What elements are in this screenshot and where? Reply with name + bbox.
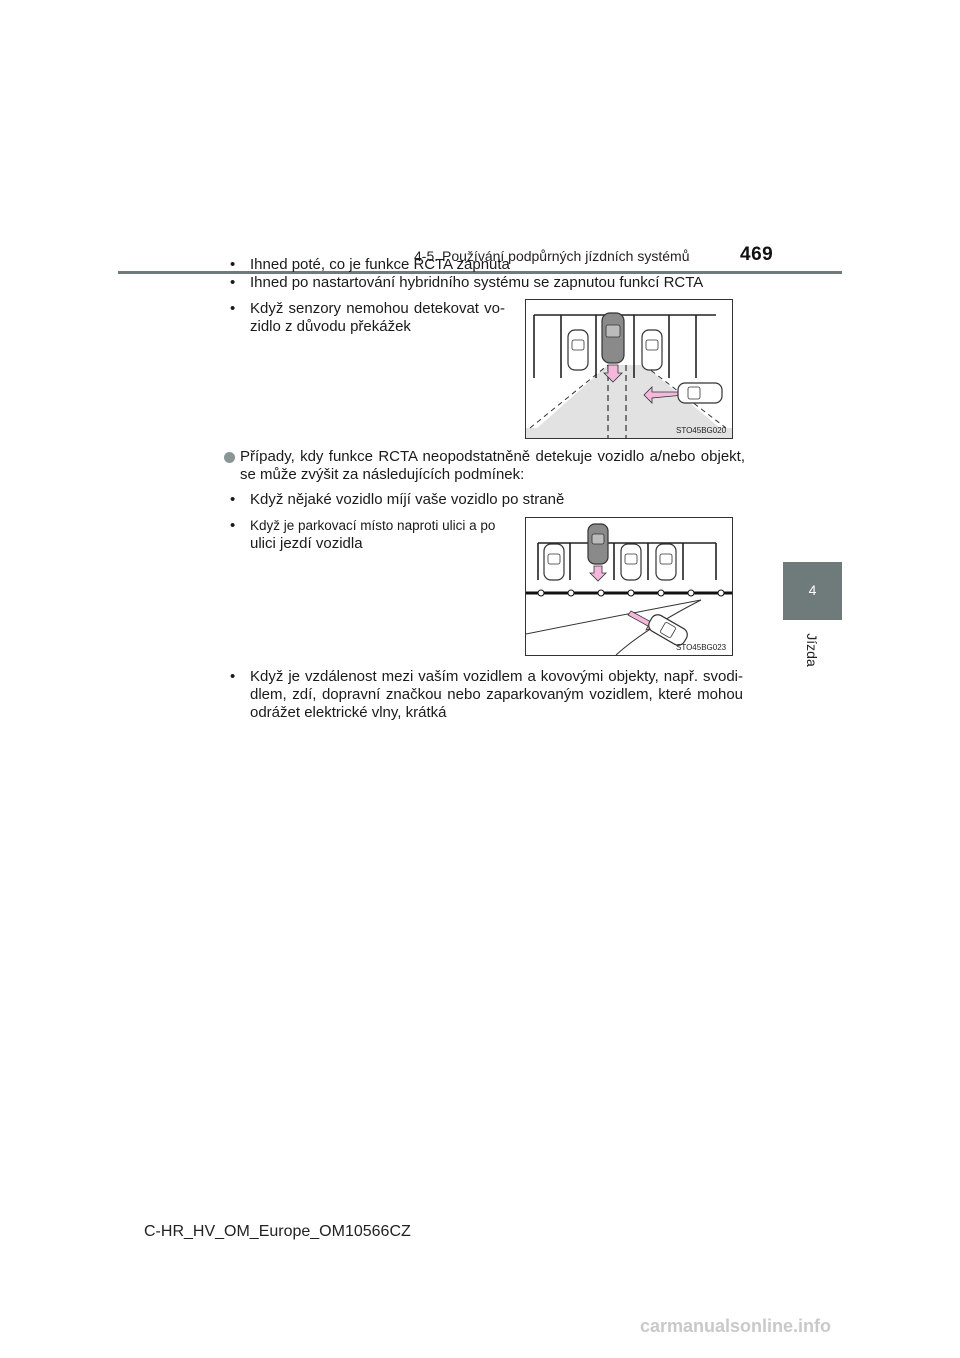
figure-sensor-obstruction [525, 299, 733, 439]
bullet-distance-line3: odrážet elektrické vlny, krátká [250, 704, 447, 721]
document-id: C-HR_HV_OM_Europe_OM10566CZ [144, 1223, 411, 1240]
bullet-vehicle-passing: Když nějaké vozidlo míjí vaše vozidlo po straně [250, 491, 565, 508]
bullet-sensors-line2: zidlo z důvodu překážek [250, 318, 411, 335]
bullet-after-hybrid-start: Ihned po nastartování hybridního systému se zapnutou funkcí RCTA [250, 274, 704, 291]
page-number: 469 [740, 244, 774, 265]
bullet-marker: • [230, 256, 236, 273]
figure-code: STO45BG020 [676, 426, 727, 435]
figure-code: STO45BG023 [676, 643, 727, 652]
bullet-distance-line2: dlem, zdí, dopravní značkou nebo zaparkovaným vozidlem, které mohou [250, 686, 743, 703]
bullet-distance-line1: Když je vzdálenost mezi vaším vozidlem a kovovými objekty, např. svodi- [250, 668, 743, 685]
bullet-sensors-line1: Když senzory nemohou detekovat vo- [250, 300, 505, 317]
chapter-label: Jízda [804, 633, 820, 667]
bullet-marker: • [230, 491, 236, 508]
figure-parking-across-street [525, 517, 733, 656]
parking-diagram-2 [526, 518, 732, 655]
section-title: 4-5. Používání podpůrných jízdních systémů [414, 248, 690, 264]
section-heading-line1: Případy, kdy funkce RCTA neopodstatněně detekuje vozidlo a/nebo objekt, [240, 448, 745, 465]
section-bullet-icon [224, 452, 235, 463]
bullet-after-rcta-on: Ihned poté, co je funkce RCTA zapnuta [250, 256, 510, 273]
chapter-tab[interactable] [783, 562, 842, 620]
bullet-marker: • [230, 517, 236, 534]
section-heading-line2: se může zvýšit za následujících podmínek: [240, 466, 525, 483]
chapter-number: 4 [808, 582, 817, 598]
bullet-parking-line2: ulici jezdí vozidla [250, 535, 363, 552]
watermark: carmanualsonline.info [640, 1316, 832, 1336]
bullet-marker: • [230, 668, 236, 685]
parking-diagram-1 [526, 300, 732, 438]
bullet-marker: • [230, 274, 236, 291]
bullet-parking-line1: Když je parkovací místo naproti ulici a po [250, 518, 496, 533]
bullet-marker: • [230, 300, 236, 317]
